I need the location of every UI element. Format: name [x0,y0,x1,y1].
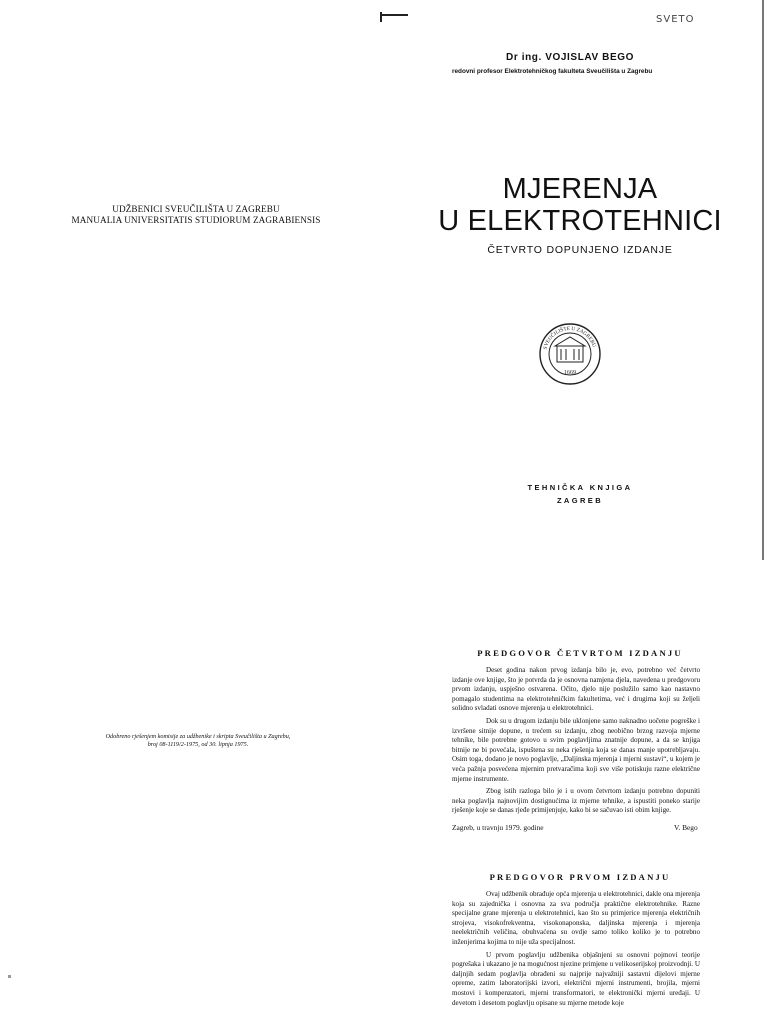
seal-top-text: SVEUČILIŠTE U ZAGREBU [542,325,597,351]
university-seal-icon [538,322,602,386]
page-edge-line [762,0,764,560]
preface4-body [452,666,700,816]
author-name: Dr ing. VOJISLAV BEGO [506,52,634,63]
approval-note-line-2: broj 08-1119/2-1975, od 30. lipnja 1975. [147,741,249,748]
book-title-line-2: U ELEKTROTEHNICI [438,205,722,237]
preface1-heading: PREDGOVOR PRVOM IZDANJU [489,872,671,882]
preface1-paragraph-2: U prvom poglavlju udžbenika objašnjeni su osnovni pojmovi teorije pogrešaka i ukazano je na mogućnost njezine primjene u velikoserijskoj proizvodnji. U daljnjih sedam poglavlja obrađeni su najprije najvažniji sastavni dijelovi mjerne opreme, zatim laboratorijski izvori, električni mjerni instrumenti, brojila, mjerni mostovi i kompenzatori, mjerni transformatori, te elektronički mjerni uređaji. U devetom i desetom poglavlju opisane su mjerne metode koje [452,950,700,1007]
preface4-paragraph-3: Zbog istih razloga bilo je i u ovom četvrtom izdanju potrebno dopuniti neka poglavlja najnovijim dostignućima iz mjerne tehnike, a ispustiti poneko starije rješenje koje se danas rjeđe primijenjuje, kako bi se sačuvao isti obim knjige. [452,787,700,815]
preface4-signature: V. Bego [674,823,698,832]
series-line-latin: MANUALIA UNIVERSITATIS STUDIORUM ZAGRABIENSIS [71,215,321,225]
handwritten-note: SVETO [656,14,695,25]
edition-label: ČETVRTO DOPUNJENO IZDANJE [487,244,673,256]
right-page [392,0,768,1024]
preface4-paragraph-1: Deset godina nakon prvog izdanja bilo je, evo, potrebno već četvrto izdanje ove knjige, što je potvrda da je osnovna namjena djela, navedena u predgovoru prvom izdanju, uspješno ostvarena. Očito, djelo nije poslužilo samo kao nastavno pomagalo studentima na elektrotehničkim fakultetima, već i drugima koji su željeli solidno svladati osnove mjerenja u elektrotehnici. [452,666,700,713]
seal-year: 1669 [564,370,576,376]
preface4-heading: PREDGOVOR ČETVRTOM IZDANJU [477,648,683,658]
preface4-place-date: Zagreb, u travnju 1979. godine [452,823,544,832]
book-title-line-1: MJERENJA [502,173,658,205]
scan-mark-top [380,14,408,16]
series-line-croatian: UDŽBENICI SVEUČILIŠTA U ZAGREBU [112,204,280,214]
scan-mark-top-vertical [380,12,382,22]
preface1-body [452,890,700,1008]
approval-note-line-1: Odobreno rješenjem komisije za udžbenike i skripta Sveučilišta u Zagrebu, [105,733,291,740]
preface1-paragraph-1: Ovaj udžbenik obrađuje opća mjerenja u elektrotehnici, dakle ona mjerenja koja su zajednička i osnovna za sva područja praktične elektrotehnike. Razne specijalne grane mjerenja u elektrotehnici, kao što su primjerice mjerenja električnih strojeva, visokofrekventna, visokonaponska, daljinska mjerenja i mjerenja neelektričnih veličina, obuhvaćena su ovdje samo toliko koliko je to potrebno inženjerima kojima to nije uža specijalnost. [452,890,700,946]
scan-mark [8,975,11,978]
preface4-paragraph-2: Dok su u drugom izdanju bile uklonjene samo naknadno uočene pogreške i izvršene sitnije dopune, u trećem su izdanju, zbog neobično brzog razvoja mjerne tehnike, bile potrebne gotovo u svim poglavljima znatnije dopune, a da se knjiga bitnije ne bi povećala, ispuštena su neka rješenja koja se danas manje upotrebljavaju. Osim toga, dodano je novo poglavlje, „Daljinska mjerenja i mjerni sustavi“, u kojem je veća pažnja posvećena mjernim pretvaračima koji sve više potiskuju razne električne mjerne instrumente. [452,716,700,783]
publisher-name: TEHNIČKA KNJIGA [527,483,633,492]
author-affiliation: redovni profesor Elektrotehničkog fakulteta Sveučilišta u Zagrebu [452,68,653,75]
publisher-city: ZAGREB [556,496,604,505]
